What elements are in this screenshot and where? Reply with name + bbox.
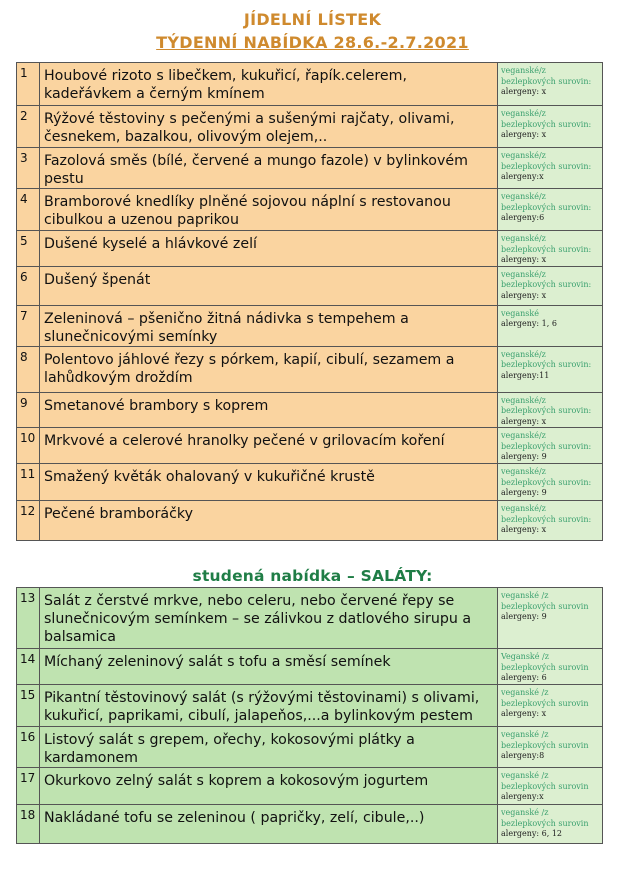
dish-info — [498, 428, 603, 464]
vegan-note: veganské /z bezlepkových surovin — [501, 591, 589, 611]
dish-name: Houbové rizoto s libečkem, kukuřicí, řapík.celerem, kadeřávkem a černým kmínem — [40, 63, 498, 106]
vegan-note: veganské/z bezlepkových surovin: — [501, 192, 592, 212]
menu-row — [17, 685, 603, 727]
vegan-note: veganské /z bezlepkových surovin — [501, 771, 589, 791]
warm-menu-table — [16, 62, 603, 541]
item-number: 12 — [17, 501, 40, 541]
vegan-note: veganské/z bezlepkových surovin: — [501, 269, 592, 289]
dish-info — [498, 501, 603, 541]
allergens-note: alergeny: x — [501, 87, 547, 96]
cold-section-heading: studená nabídka – SALÁTY: — [192, 567, 433, 585]
page-subtitle: TÝDENNÍ NABÍDKA 28.6.-2.7.2021 — [156, 33, 469, 52]
vegan-note: veganské — [501, 308, 539, 318]
menu-row — [17, 588, 603, 649]
menu-row — [17, 464, 603, 501]
dish-name: Dušený špenát — [40, 266, 498, 305]
dish-name: Fazolová směs (bílé, červené a mungo fazole) v bylinkovém pestu — [40, 148, 498, 189]
vegan-note: veganské/z bezlepkových surovin: — [501, 349, 592, 369]
item-number: 6 — [17, 266, 40, 305]
menu-row — [17, 805, 603, 844]
allergens-note: alergeny: 6 — [501, 673, 547, 682]
menu-row — [17, 501, 603, 541]
dish-name: Salát z čerstvé mrkve, nebo celeru, nebo červené řepy se slunečnicovým semínkem – se zálivkou z datlového sirupu a balsamica — [40, 588, 498, 649]
menu-row — [17, 392, 603, 428]
vegan-note: veganské/z bezlepkových surovin: — [501, 234, 592, 254]
item-number: 10 — [17, 428, 40, 464]
dish-name: Dušené kyselé a hlávkové zelí — [40, 231, 498, 267]
salad-menu-table — [16, 587, 603, 844]
dish-name: Smetanové brambory s koprem — [40, 392, 498, 428]
allergens-note: alergeny: x — [501, 709, 547, 718]
vegan-note: veganské/z bezlepkových surovin: — [501, 504, 592, 524]
allergens-note: alergeny: x — [501, 290, 547, 300]
dish-info — [498, 346, 603, 392]
dish-info — [498, 805, 603, 844]
vegan-note: veganské /z bezlepkových surovin — [501, 730, 589, 750]
menu-row — [17, 649, 603, 685]
dish-info — [498, 649, 603, 685]
menu-row — [17, 231, 603, 267]
dish-name: Nakládané tofu se zeleninou ( papričky, zelí, cibule,..) — [40, 805, 498, 844]
item-number: 15 — [17, 685, 40, 727]
allergens-note: alergeny:x — [501, 792, 544, 801]
menu-row — [17, 428, 603, 464]
vegan-note: veganské/z bezlepkových surovin: — [501, 109, 592, 129]
dish-info — [498, 464, 603, 501]
allergens-note: alergeny: x — [501, 416, 547, 426]
menu-row — [17, 106, 603, 148]
dish-info — [498, 231, 603, 267]
vegan-note: veganské/z bezlepkových surovin: — [501, 395, 592, 415]
vegan-note: veganské/z bezlepkových surovin: — [501, 151, 592, 171]
item-number: 13 — [17, 588, 40, 649]
dish-info — [498, 305, 603, 346]
vegan-note: veganské/z bezlepkových surovin: — [501, 431, 592, 451]
menu-row — [17, 63, 603, 106]
dish-info — [498, 266, 603, 305]
dish-name: Bramborové knedlíky plněné sojovou náplní s restovanou cibulkou a uzenou paprikou — [40, 189, 498, 231]
dish-name: Pečené bramboráčky — [40, 501, 498, 541]
dish-name: Polentovo jáhlové řezy s pórkem, kapií, cibulí, sezamem a lahůdkovým droždím — [40, 346, 498, 392]
dish-info — [498, 588, 603, 649]
allergens-note: alergeny: 6, 12 — [501, 829, 563, 838]
item-number: 5 — [17, 231, 40, 267]
item-number: 9 — [17, 392, 40, 428]
dish-info — [498, 148, 603, 189]
item-number: 1 — [17, 63, 40, 106]
dish-info — [498, 63, 603, 106]
allergens-note: alergeny: 9 — [501, 452, 547, 461]
dish-info — [498, 768, 603, 805]
allergens-note: alergeny: x — [501, 525, 547, 534]
allergens-note: alergeny: 9 — [501, 612, 547, 621]
allergens-note: alergeny:8 — [501, 751, 545, 760]
menu-row — [17, 148, 603, 189]
dish-info — [498, 685, 603, 727]
item-number: 16 — [17, 727, 40, 768]
dish-name: Zeleninová – pšenično žitná nádivka s tempehem a slunečnicovými semínky — [40, 305, 498, 346]
item-number: 14 — [17, 649, 40, 685]
allergens-note: alergeny:x — [501, 172, 544, 181]
item-number: 7 — [17, 305, 40, 346]
vegan-note: veganské /z bezlepkových surovin — [501, 808, 589, 828]
dish-info — [498, 189, 603, 231]
dish-name: Listový salát s grepem, ořechy, kokosovými plátky a kardamonem — [40, 727, 498, 768]
menu-row — [17, 727, 603, 768]
dish-info — [498, 392, 603, 428]
menu-row — [17, 768, 603, 805]
allergens-note: alergeny: x — [501, 130, 547, 139]
vegan-note: veganské/z bezlepkových surovin: — [501, 467, 592, 487]
dish-name: Pikantní těstovinový salát (s rýžovými těstovinami) s olivami, kukuřicí, paprikami, cibulí, jalapeňos,...a bylinkovým pestem — [40, 685, 498, 727]
dish-info — [498, 727, 603, 768]
vegan-note: veganské/z bezlepkových surovin: — [501, 66, 592, 86]
menu-row — [17, 266, 603, 305]
item-number: 17 — [17, 768, 40, 805]
item-number: 8 — [17, 346, 40, 392]
dish-name: Mrkvové a celerové hranolky pečené v grilovacím koření — [40, 428, 498, 464]
allergens-note: alergeny:11 — [501, 370, 550, 380]
vegan-note: Veganské /z bezlepkových surovin — [501, 652, 589, 672]
allergens-note: alergeny:6 — [501, 213, 545, 222]
menu-row — [17, 346, 603, 392]
vegan-note: veganské /z bezlepkových surovin — [501, 688, 589, 708]
item-number: 18 — [17, 805, 40, 844]
menu-row — [17, 189, 603, 231]
dish-info — [498, 106, 603, 148]
dish-name: Míchaný zeleninový salát s tofu a směsí semínek — [40, 649, 498, 685]
dish-name: Okurkovo zelný salát s koprem a kokosovým jogurtem — [40, 768, 498, 805]
item-number: 11 — [17, 464, 40, 501]
page-title: JÍDELNÍ LÍSTEK — [243, 10, 382, 29]
dish-name: Rýžové těstoviny s pečenými a sušenými rajčaty, olivami, česnekem, bazalkou, olivovým olejem,.. — [40, 106, 498, 148]
item-number: 3 — [17, 148, 40, 189]
dish-name: Smažený květák ohalovaný v kukuřičné krustě — [40, 464, 498, 501]
allergens-note: alergeny: 1, 6 — [501, 319, 557, 328]
allergens-note: alergeny: x — [501, 255, 547, 264]
item-number: 2 — [17, 106, 40, 148]
item-number: 4 — [17, 189, 40, 231]
allergens-note: alergeny: 9 — [501, 488, 547, 497]
menu-row — [17, 305, 603, 346]
